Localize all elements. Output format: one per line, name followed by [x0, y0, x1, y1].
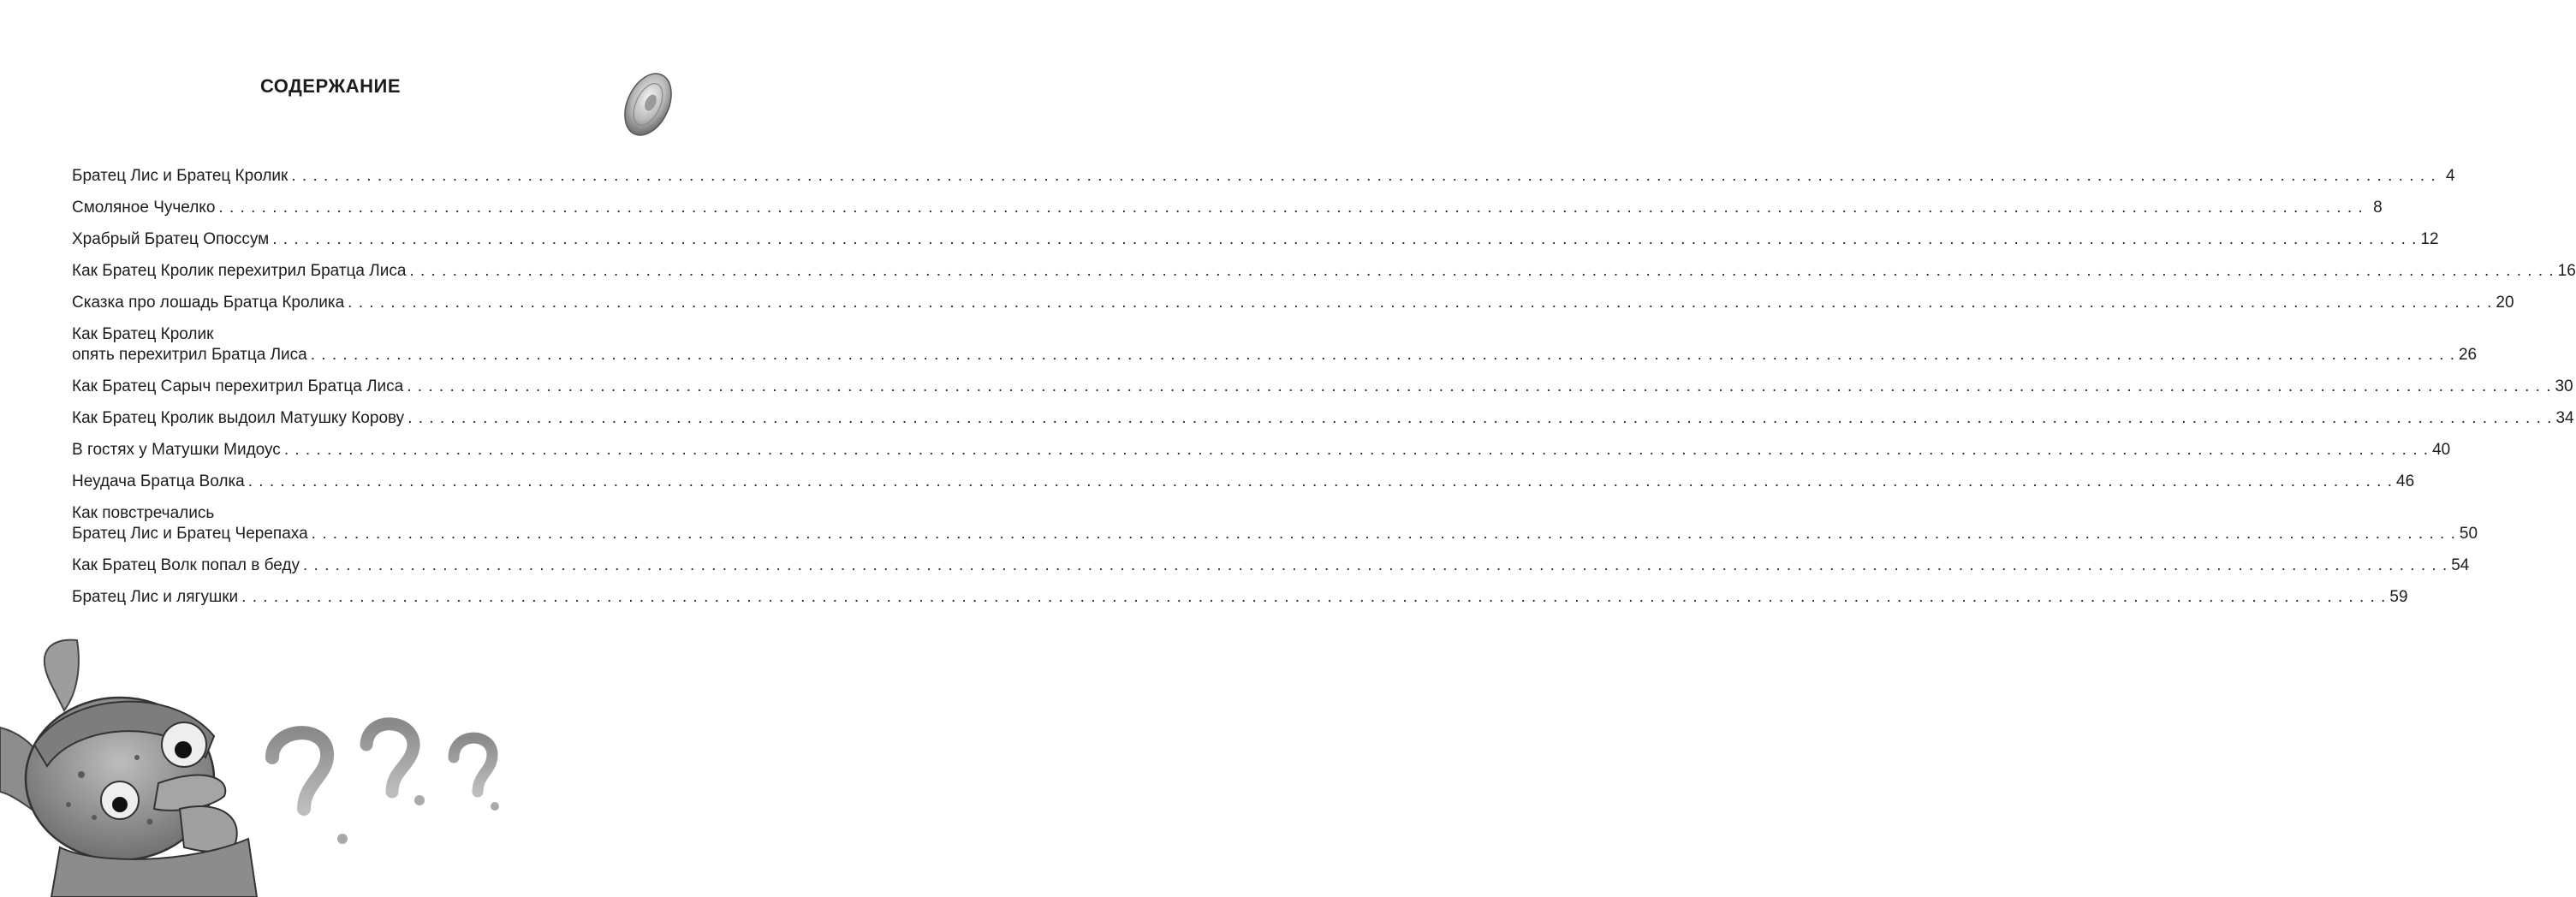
page-title: СОДЕРЖАНИЕ — [259, 75, 402, 97]
toc-page-number: 34 — [2555, 409, 2574, 427]
dot-leader: . . . . . . . . . . . . . . . . . . . . . . . . . . . . . . . . . . . . . . . . . . . . . . . . . . . . . . . . . . . . . . . . . . . . . . . . . . . . . . . . . . . . . . . . . . . . . . . . . . . . . . . . . . . . . . . . . . . . . . . . . . . . . . . . . . . . . . . . . . . . . . . . . . . . . . . . . . . . . . . . . . . . . . . . . . . . . . . . . . . . . . . . . . . . . . . . . . . . . . . . — [272, 230, 2418, 248]
toc-page-number: 4 — [2446, 167, 2455, 185]
dot-leader: . . . . . . . . . . . . . . . . . . . . . . . . . . . . . . . . . . . . . . . . . . . . . . . . . . . . . . . . . . . . . . . . . . . . . . . . . . . . . . . . . . . . . . . . . . . . . . . . . . . . . . . . . . . . . . . . . . . . . . . . . . . . . . . . . . . . . . . . . . . . . . . . . . . . . . . . . . . . . . . . . . . . . . . . . . . . . . . . . . . . . . . . . . . . . . . . . . . . . . . . — [241, 588, 2387, 606]
frog-illustration — [0, 640, 257, 897]
toc-entry-title-line: опять перехитрил Братца Лиса — [72, 346, 307, 364]
question-marks-illustration — [272, 724, 499, 844]
toc-entry[interactable] — [72, 166, 2455, 187]
toc-entry[interactable] — [72, 555, 2470, 576]
toc-entry-title: В гостях у Матушки Мидоус — [72, 441, 281, 459]
dot-leader: . . . . . . . . . . . . . . . . . . . . . . . . . . . . . . . . . . . . . . . . . . . . . . . . . . . . . . . . . . . . . . . . . . . . . . . . . . . . . . . . . . . . . . . . . . . . . . . . . . . . . . . . . . . . . . . . . . . . . . . . . . . . . . . . . . . . . . . . . . . . . . . . . . . . . . . . . . . . . . . . . . . . . . . . . . . . . . . . . . . . . . . . . . . . . . . . . . . . . . . . — [407, 377, 2552, 395]
toc-entry[interactable] — [72, 587, 2408, 608]
toc-page-number: 50 — [2459, 525, 2478, 543]
toc-entry[interactable] — [72, 198, 2383, 218]
toc-entry-title: Храбрый Братец Опоссум — [72, 230, 270, 248]
toc-page-number: 20 — [2496, 294, 2514, 312]
dot-leader: . . . . . . . . . . . . . . . . . . . . . . . . . . . . . . . . . . . . . . . . . . . . . . . . . . . . . . . . . . . . . . . . . . . . . . . . . . . . . . . . . . . . . . . . . . . . . . . . . . . . . . . . . . . . . . . . . . . . . . . . . . . . . . . . . . . . . . . . . . . . . . . . . . . . . . . . . . . . . . . . . . . . . . . . . . . . . . . . . . . . . . . . . . . . . . . . . . . . . . . . — [348, 294, 2493, 312]
toc-entry-title-line: Как повстречались — [72, 504, 215, 522]
toc-entry[interactable] — [72, 293, 2514, 313]
toc-page-number: 8 — [2373, 199, 2383, 217]
dot-leader: . . . . . . . . . . . . . . . . . . . . . . . . . . . . . . . . . . . . . . . . . . . . . . . . . . . . . . . . . . . . . . . . . . . . . . . . . . . . . . . . . . . . . . . . . . . . . . . . . . . . . . . . . . . . . . . . . . . . . . . . . . . . . . . . . . . . . . . . . . . . . . . . . . . . . . . . . . . . . . . . . . . . . . . . . . . . . . . . . . . . . . . . . . . . . . . . . . . . . . . . — [291, 167, 2436, 185]
dot-leader: . . . . . . . . . . . . . . . . . . . . . . . . . . . . . . . . . . . . . . . . . . . . . . . . . . . . . . . . . . . . . . . . . . . . . . . . . . . . . . . . . . . . . . . . . . . . . . . . . . . . . . . . . . . . . . . . . . . . . . . . . . . . . . . . . . . . . . . . . . . . . . . . . . . . . . . . . . . . . . . . . . . . . . . . . . . . . . . . . . . . . . . . . . . . . . . . . . . . . . . . — [311, 525, 2456, 543]
toc-page-number: 46 — [2396, 472, 2415, 490]
toc-entry[interactable] — [72, 472, 2415, 492]
toc-entry-title-line: Братец Лис и Братец Черепаха — [72, 525, 308, 543]
toc-entry[interactable] — [72, 408, 2574, 429]
toc-entry[interactable] — [72, 503, 2478, 544]
toc-entry-title: Как Братец Кролик выдоил Матушку Корову — [72, 409, 405, 427]
toc-page-number: 16 — [2557, 262, 2576, 280]
toc-entry-title: Братец Лис и лягушки — [72, 588, 239, 606]
dot-leader: . . . . . . . . . . . . . . . . . . . . . . . . . . . . . . . . . . . . . . . . . . . . . . . . . . . . . . . . . . . . . . . . . . . . . . . . . . . . . . . . . . . . . . . . . . . . . . . . . . . . . . . . . . . . . . . . . . . . . . . . . . . . . . . . . . . . . . . . . . . . . . . . . . . . . . . . . . . . . . . . . . . . . . . . . . . . . . . . . . . . . . . . . . . . . . . . . . . . . . . . — [409, 262, 2555, 280]
toc-page-number: 54 — [2451, 556, 2470, 574]
toc-page-number: 26 — [2458, 346, 2478, 364]
toc-entry-title: Как Братец Сарыч перехитрил Братца Лиса — [72, 377, 404, 395]
dot-leader: . . . . . . . . . . . . . . . . . . . . . . . . . . . . . . . . . . . . . . . . . . . . . . . . . . . . . . . . . . . . . . . . . . . . . . . . . . . . . . . . . . . . . . . . . . . . . . . . . . . . . . . . . . . . . . . . . . . . . . . . . . . . . . . . . . . . . . . . . . . . . . . . . . . . . . . . . . . . . . . . . . . . . . . . . . . . . . . . . . . . . . . . . . . . . . . . . . . . . . . . — [283, 441, 2430, 459]
toc-entry[interactable] — [72, 440, 2451, 460]
toc-entry-title-line: Как Братец Кролик — [72, 325, 214, 343]
dot-leader: . . . . . . . . . . . . . . . . . . . . . . . . . . . . . . . . . . . . . . . . . . . . . . . . . . . . . . . . . . . . . . . . . . . . . . . . . . . . . . . . . . . . . . . . . . . . . . . . . . . . . . . . . . . . . . . . . . . . . . . . . . . . . . . . . . . . . . . . . . . . . . . . . . . . . . . . . . . . . . . . . . . . . . . . . . . . . . . . . . . . . . . . . . . . . . . . . . . . . . . . — [247, 472, 2393, 490]
toc-entry-title: Неудача Братца Волка — [72, 472, 245, 490]
toc-page-number: 59 — [2389, 588, 2408, 606]
toc-entry-title: Сказка про лошадь Братца Кролика — [72, 294, 345, 312]
table-of-contents — [72, 166, 2576, 619]
toc-entry[interactable] — [72, 324, 2478, 365]
toc-entry-title: Как Братец Кролик перехитрил Братца Лиса — [72, 262, 407, 280]
toc-page-number: 40 — [2432, 441, 2451, 459]
toc-entry[interactable] — [72, 377, 2573, 397]
dot-leader: . . . . . . . . . . . . . . . . . . . . . . . . . . . . . . . . . . . . . . . . . . . . . . . . . . . . . . . . . . . . . . . . . . . . . . . . . . . . . . . . . . . . . . . . . . . . . . . . . . . . . . . . . . . . . . . . . . . . . . . . . . . . . . . . . . . . . . . . . . . . . . . . . . . . . . . . . . . . . . . . . . . . . . . . . . . . . . . . . . . . . . . . . . . . . . . . . . . . . . . . — [218, 199, 2364, 217]
toc-entry-title: Смоляное Чучелко — [72, 199, 216, 217]
toc-page-number: 30 — [2555, 377, 2573, 395]
toc-entry-title: Как Братец Волк попал в беду — [72, 556, 300, 574]
toc-entry[interactable] — [72, 261, 2576, 282]
toc-page-number: 12 — [2420, 230, 2439, 248]
toc-entry[interactable] — [72, 229, 2439, 250]
dot-leader: . . . . . . . . . . . . . . . . . . . . . . . . . . . . . . . . . . . . . . . . . . . . . . . . . . . . . . . . . . . . . . . . . . . . . . . . . . . . . . . . . . . . . . . . . . . . . . . . . . . . . . . . . . . . . . . . . . . . . . . . . . . . . . . . . . . . . . . . . . . . . . . . . . . . . . . . . . . . . . . . . . . . . . . . . . . . . . . . . . . . . . . . . . . . . . . . . . . . . . . . — [310, 346, 2455, 364]
dot-leader: . . . . . . . . . . . . . . . . . . . . . . . . . . . . . . . . . . . . . . . . . . . . . . . . . . . . . . . . . . . . . . . . . . . . . . . . . . . . . . . . . . . . . . . . . . . . . . . . . . . . . . . . . . . . . . . . . . . . . . . . . . . . . . . . . . . . . . . . . . . . . . . . . . . . . . . . . . . . . . . . . . . . . . . . . . . . . . . . . . . . . . . . . . . . . . . . . . . . . . . . — [302, 556, 2448, 574]
dot-leader: . . . . . . . . . . . . . . . . . . . . . . . . . . . . . . . . . . . . . . . . . . . . . . . . . . . . . . . . . . . . . . . . . . . . . . . . . . . . . . . . . . . . . . . . . . . . . . . . . . . . . . . . . . . . . . . . . . . . . . . . . . . . . . . . . . . . . . . . . . . . . . . . . . . . . . . . . . . . . . . . . . . . . . . . . . . . . . . . . . . . . . . . . . . . . . . . . . . . . . . . — [408, 409, 2553, 427]
toc-entry-title: Братец Лис и Братец Кролик — [72, 167, 289, 185]
